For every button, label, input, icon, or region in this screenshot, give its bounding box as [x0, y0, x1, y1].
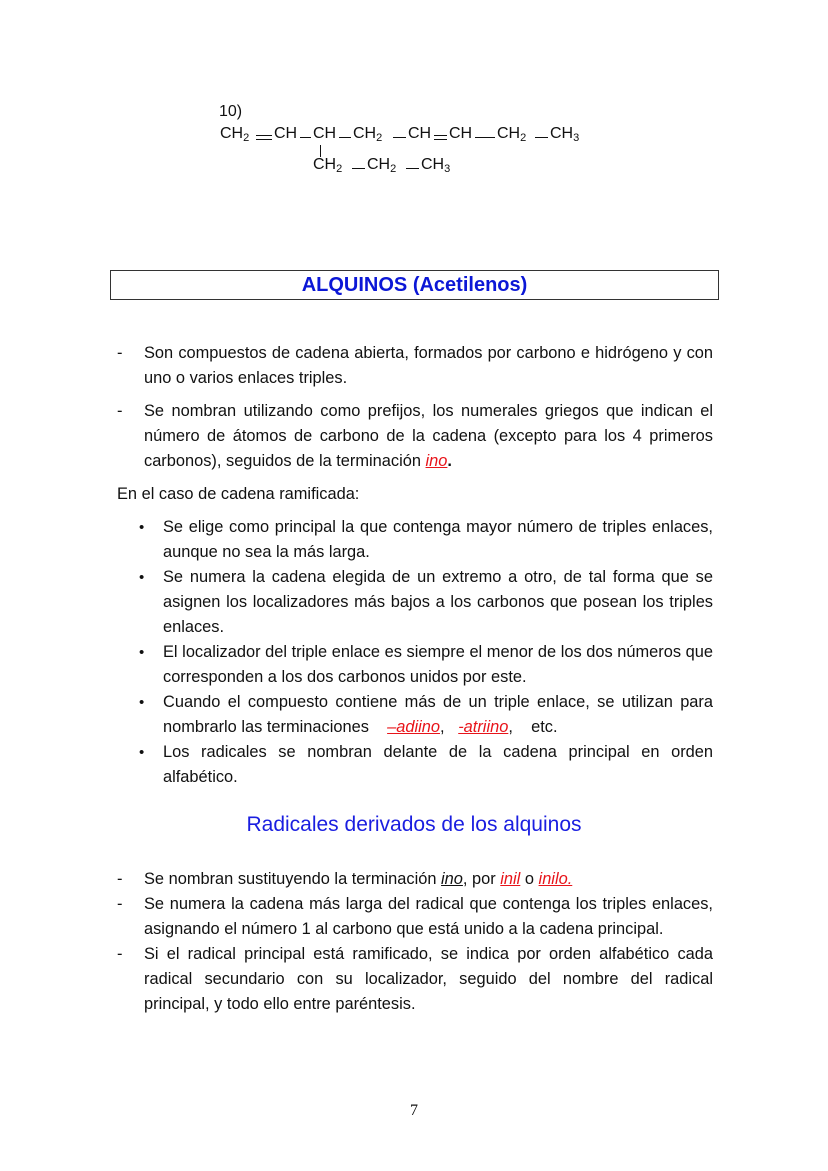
- radicals-title: Radicales derivados de los alquinos: [246, 813, 582, 836]
- etc-text: , etc.: [508, 718, 558, 736]
- dash-marker: -: [117, 895, 123, 913]
- list-item: [117, 690, 713, 740]
- list-item: [117, 867, 713, 892]
- formula-group-5: CH: [408, 125, 432, 142]
- double-bond: [256, 135, 272, 136]
- separator: ,: [439, 718, 445, 736]
- single-bond: [300, 137, 311, 138]
- formula-group-6: CH: [449, 125, 473, 142]
- list-item: [117, 640, 713, 690]
- branch-group-1: $CH_2$: [313, 156, 343, 175]
- term-ino: ino: [425, 452, 448, 470]
- item-text: Se numera la cadena más larga del radical que contenga los triples enlaces, asignando el número 1 al carbono que está unido a la cadena principal.: [144, 895, 713, 938]
- dash-marker: -: [117, 945, 123, 963]
- formula-group-2: CH: [274, 125, 298, 142]
- list-item: [117, 942, 713, 1017]
- single-bond: [406, 168, 419, 169]
- page-number: 7: [410, 1102, 418, 1119]
- structural-formula: [219, 103, 619, 183]
- formula-group-8: $CH_3$: [550, 125, 580, 144]
- formula-group-4: $CH_2$: [353, 125, 383, 144]
- single-bond: [475, 137, 495, 138]
- term-adiino: –adiino: [387, 718, 440, 736]
- item-text: Si el radical principal está ramificado, se indica por orden alfabético cada radical secundario con su localizador, seguido del nombre del radical principal, y todo ello entre paréntesis.: [144, 945, 713, 1013]
- radicals-list: [117, 867, 713, 1017]
- single-bond: [535, 137, 548, 138]
- dash-marker: -: [117, 402, 123, 420]
- formula-group-1: $CH_2$: [220, 125, 250, 144]
- branched-heading: En el caso de cadena ramificada:: [117, 485, 360, 503]
- item-text: El localizador del triple enlace es siempre el menor de los dos números que corresponden a los dos carbonos unidos por este.: [163, 643, 713, 686]
- term-atriino: -atriino: [458, 718, 509, 736]
- double-bond: [434, 135, 447, 136]
- item-text: Se elige como principal la que contenga mayor número de triples enlaces, aunque no sea la más larga.: [163, 518, 713, 561]
- section-title-box: [110, 270, 719, 300]
- list-item: [117, 740, 713, 790]
- list-item: [117, 515, 713, 565]
- item-text: Los radicales se nombran delante de la cadena principal en orden alfabético.: [163, 743, 713, 786]
- bullet-icon: •: [139, 644, 145, 661]
- item-text: Cuando el compuesto contiene más de un triple enlace, se utilizan para nombrarlo las terminaciones: [163, 693, 713, 736]
- branched-rules-list: [117, 515, 713, 790]
- term-inil: inil: [500, 870, 521, 888]
- intro-list: [117, 341, 713, 474]
- item-text: Se nombran utilizando como prefijos, los numerales griegos que indican el número de átomos de carbono de la cadena (excepto para los 4 primeros carbonos), seguidos de la terminación: [144, 402, 713, 470]
- list-item: [117, 565, 713, 640]
- period: .: [447, 452, 452, 470]
- item-text: Se numera la cadena elegida de un extremo a otro, de tal forma que se asignen los localizadores más bajos a los carbonos que posean los triples enlaces.: [163, 568, 713, 636]
- single-bond: [352, 168, 365, 169]
- item-text: Se nombran sustituyendo la terminación: [144, 870, 442, 888]
- dash-marker: -: [117, 870, 123, 888]
- double-bond-2: [256, 139, 272, 140]
- single-bond: [393, 137, 406, 138]
- term-ino: ino: [441, 870, 463, 888]
- double-bond-2: [434, 139, 447, 140]
- formula-group-7: $CH_2$: [497, 125, 527, 144]
- list-item: [117, 399, 713, 474]
- branch-group-2: $CH_2$: [367, 156, 397, 175]
- term-inilo: inilo.: [538, 870, 573, 888]
- list-item: [117, 341, 713, 391]
- single-bond: [339, 137, 351, 138]
- bullet-icon: •: [139, 744, 145, 761]
- item-text: o: [520, 870, 539, 888]
- branch-group-3: $CH_3$: [421, 156, 451, 175]
- item-text: , por: [462, 870, 501, 888]
- formula-group-3: CH: [313, 125, 337, 142]
- section-title: ALQUINOS (Acetilenos): [301, 274, 528, 296]
- formula-number: 10): [219, 103, 243, 120]
- list-item: [117, 892, 713, 942]
- bullet-icon: •: [139, 519, 145, 536]
- dash-marker: -: [117, 344, 123, 362]
- bullet-icon: •: [139, 694, 145, 711]
- bullet-icon: •: [139, 569, 145, 586]
- item-text: Son compuestos de cadena abierta, formados por carbono e hidrógeno y con uno o varios enlaces triples.: [144, 344, 713, 387]
